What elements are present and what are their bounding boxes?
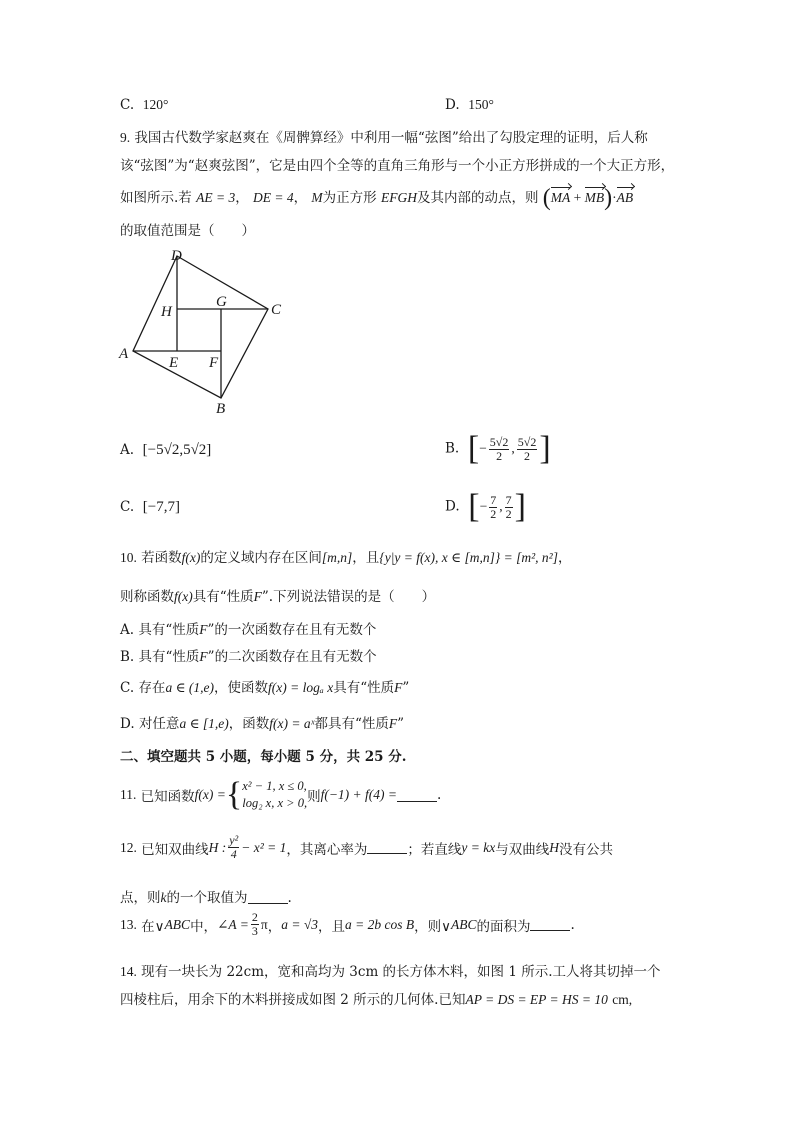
- q10-option-d: D. 对任意a ∈ [1,e)，函数f(x) = aˣ都具有“性质F”: [120, 716, 405, 732]
- label-A: A: [119, 346, 129, 362]
- option-d-prev: D. 150°: [445, 97, 494, 113]
- label-B: B: [216, 401, 226, 417]
- q14-line1: 14. 现有一块长为 22cm，宽和高均为 3cm 的长方体木料，如图 1 所示.工人将其切掉一个: [120, 964, 661, 980]
- label-D: D: [171, 248, 182, 264]
- label-F: F: [209, 355, 219, 371]
- q13: 13. 在∨ ABC 中， ∠A = $\frac{2}{3}$ π ， a = √3 ，且 a = 2b cos B ，则∨ ABC 的面积为 .: [120, 910, 575, 938]
- q9-option-b: B. [− $\frac{5√2}{2}$ , $\frac{5√2}{2}$ ]: [445, 430, 551, 467]
- q9-option-a: A. [−5√2,5√2]: [120, 442, 212, 458]
- q9-line3: 如图所示.若 AE = 3， DE = 4， M为正方形 EFGH及其内部的动点，则 (MA + MB)·AB: [120, 185, 634, 211]
- label-H: H: [161, 304, 172, 320]
- q12-line1: 12. 已知双曲线 H : $\frac{\text{y²}}{4}$ − x² = 1 ，其离心率为 ；若直线 y = kx 与双曲线 H 没有公共: [120, 833, 613, 861]
- q13-answer-blank[interactable]: [530, 918, 570, 931]
- q11: 11. 已知函数 f(x) = { x² − 1, x ≤ 0, log₂ x, x > 0, 则 f(−1) + f(4) = .: [120, 776, 442, 813]
- label-E: E: [169, 355, 179, 371]
- q10-line2: 则称函数f(x)具有“性质F”.下列说法错误的是（ ）: [120, 589, 436, 605]
- zhao-shuang-figure: [115, 243, 290, 418]
- q12-line2: 点，则k的一个取值为 .: [120, 890, 292, 906]
- q10-option-c: C. 存在a ∈ (1,e)，使函数f(x) = logₐ x具有“性质F”: [120, 680, 410, 696]
- q10-option-b: B. 具有“性质F”的二次函数存在且有无数个: [120, 649, 377, 665]
- q9-line1: 9. 我国古代数学家赵爽在《周髀算经》中利用一幅“弦图”给出了勾股定理的证明，后人称: [120, 130, 648, 146]
- q14-line2: 四棱柱后，用余下的木料拼接成如图 2 所示的几何体.已知AP = DS = EP = HS = 10 cm,: [120, 992, 633, 1008]
- label-G: G: [216, 294, 227, 310]
- label-C: C: [271, 302, 282, 318]
- q11-answer-blank[interactable]: [397, 789, 437, 802]
- section-heading: 二、填空题共 5 小题，每小题 5 分，共 25 分.: [120, 749, 407, 765]
- q12-answer-blank-1[interactable]: [367, 841, 407, 854]
- q9-option-d: D. [− $\frac{7}{2}$ , $\frac{7}{2}$ ]: [445, 488, 526, 525]
- q9-option-c: C. [−7,7]: [120, 499, 180, 515]
- q9-line4: 的取值范围是（ ）: [120, 223, 255, 239]
- q10-option-a: A. 具有“性质F”的一次函数存在且有无数个: [120, 622, 377, 638]
- q12-answer-blank-2[interactable]: [248, 891, 288, 904]
- q10-line1: 10. 若函数f(x)的定义域内存在区间[m,n]，且{y|y = f(x), x ∈ [m,n]} = [m², n²]，: [120, 550, 572, 566]
- outer-square: [133, 256, 268, 398]
- q9-line2: 该“弦图”为“赵爽弦图”，它是由四个全等的直角三角形与一个小正方形拼成的一个大正方形，: [120, 158, 675, 174]
- option-c-prev: C. 120°: [120, 97, 169, 113]
